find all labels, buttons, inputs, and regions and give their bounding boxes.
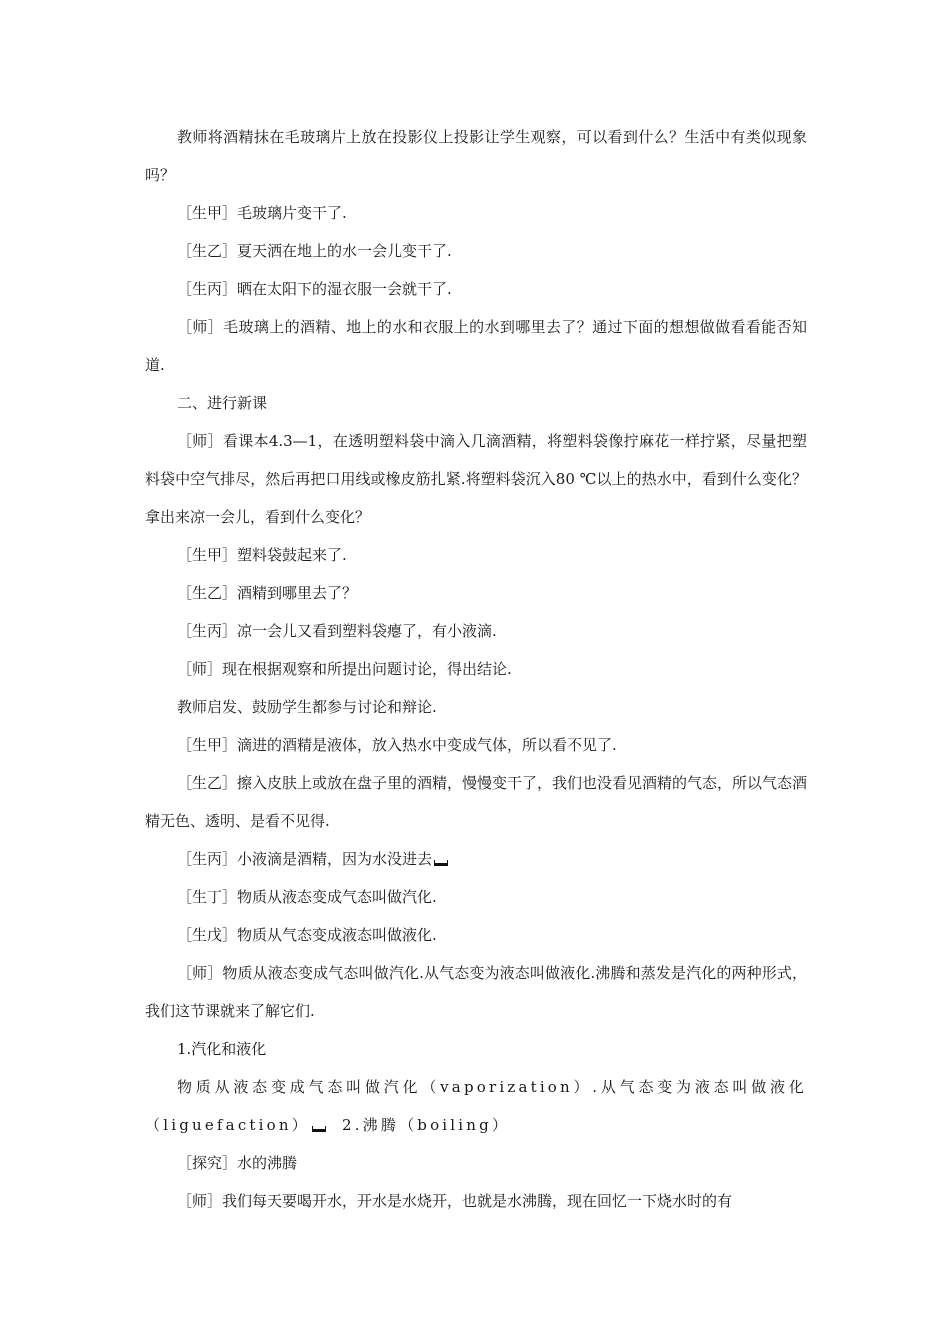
paragraph-teacher-guidance: 教师启发、鼓励学生都参与讨论和辩论. — [177, 698, 437, 716]
section-heading-vaporization: 1.汽化和液化 — [177, 1040, 267, 1058]
paragraph-definition — [145, 1068, 807, 1144]
section-heading-boiling: 2.沸腾（boiling） — [341, 1116, 511, 1134]
paragraph-teacher-4: ［师］物质从液态变成气态叫做汽化.从气态变为液态叫做液化.沸腾和蒸发是汽化的两种形式，我们这节课就来了解它们. — [145, 964, 807, 1020]
paragraph-student-e-1: ［生戊］物质从气态变成液态叫做液化. — [177, 926, 437, 944]
paragraph-student-c-2: ［生丙］凉一会儿又看到塑料袋瘪了，有小液滴. — [177, 622, 497, 640]
paragraph-teacher-3: ［师］现在根据观察和所提出问题讨论，得出结论. — [177, 660, 512, 678]
paragraph-student-d-1: ［生丁］物质从液态变成气态叫做汽化. — [177, 888, 437, 906]
section-heading-new-lesson: 二、进行新课 — [177, 394, 268, 412]
field-marker-icon — [312, 1126, 326, 1132]
paragraph-teacher-5: ［师］我们每天要喝开水，开水是水烧开，也就是水沸腾，现在回忆一下烧水时的有 — [177, 1192, 733, 1210]
paragraph-student-c-3 — [145, 840, 807, 878]
paragraph-student-c-1: ［生丙］晒在太阳下的湿衣服一会就干了. — [177, 280, 452, 298]
paragraph-student-a-2: ［生甲］塑料袋鼓起来了. — [177, 546, 347, 564]
paragraph-student-b-3: ［生乙］擦入皮肤上或放在盘子里的酒精，慢慢变干了，我们也没看见酒精的气态，所以气态酒精无色、透明、是看不见得. — [145, 774, 808, 830]
paragraph-intro: 教师将酒精抹在毛玻璃片上放在投影仪上投影让学生观察，可以看到什么？生活中有类似现象吗？ — [145, 128, 807, 184]
paragraph-student-a-1: ［生甲］毛玻璃片变干了. — [177, 204, 347, 222]
paragraph-student-b-1: ［生乙］夏天洒在地上的水一会儿变干了. — [177, 242, 452, 260]
paragraph-student-c-3-text: ［生丙］小液滴是酒精，因为水没进去 — [177, 850, 433, 868]
document-body — [145, 118, 807, 1220]
paragraph-teacher-2: ［师］看课本4.3—1，在透明塑料袋中滴入几滴酒精，将塑料袋像拧麻花一样拧紧，尽量把塑料袋中空气排尽，然后再把口用线或橡皮筋扎紧.将塑料袋沉入80 ℃以上的热水中，看到什么变化？拿出来凉一会儿，看到什么变化？ — [145, 432, 807, 526]
paragraph-inquiry: ［探究］水的沸腾 — [177, 1154, 298, 1172]
paragraph-definition-text: 物质从液态变成气态叫做汽化（vaporization）.从气态变为液态叫做液化（liguefaction） — [145, 1078, 807, 1134]
field-marker-icon — [434, 860, 448, 866]
paragraph-teacher-1: ［师］毛玻璃上的酒精、地上的水和衣服上的水到哪里去了？通过下面的想想做做看看能否知道. — [145, 318, 807, 374]
paragraph-student-a-3: ［生甲］滴进的酒精是液体，放入热水中变成气体，所以看不见了. — [177, 736, 617, 754]
paragraph-student-b-2: ［生乙］酒精到哪里去了？ — [177, 584, 358, 602]
